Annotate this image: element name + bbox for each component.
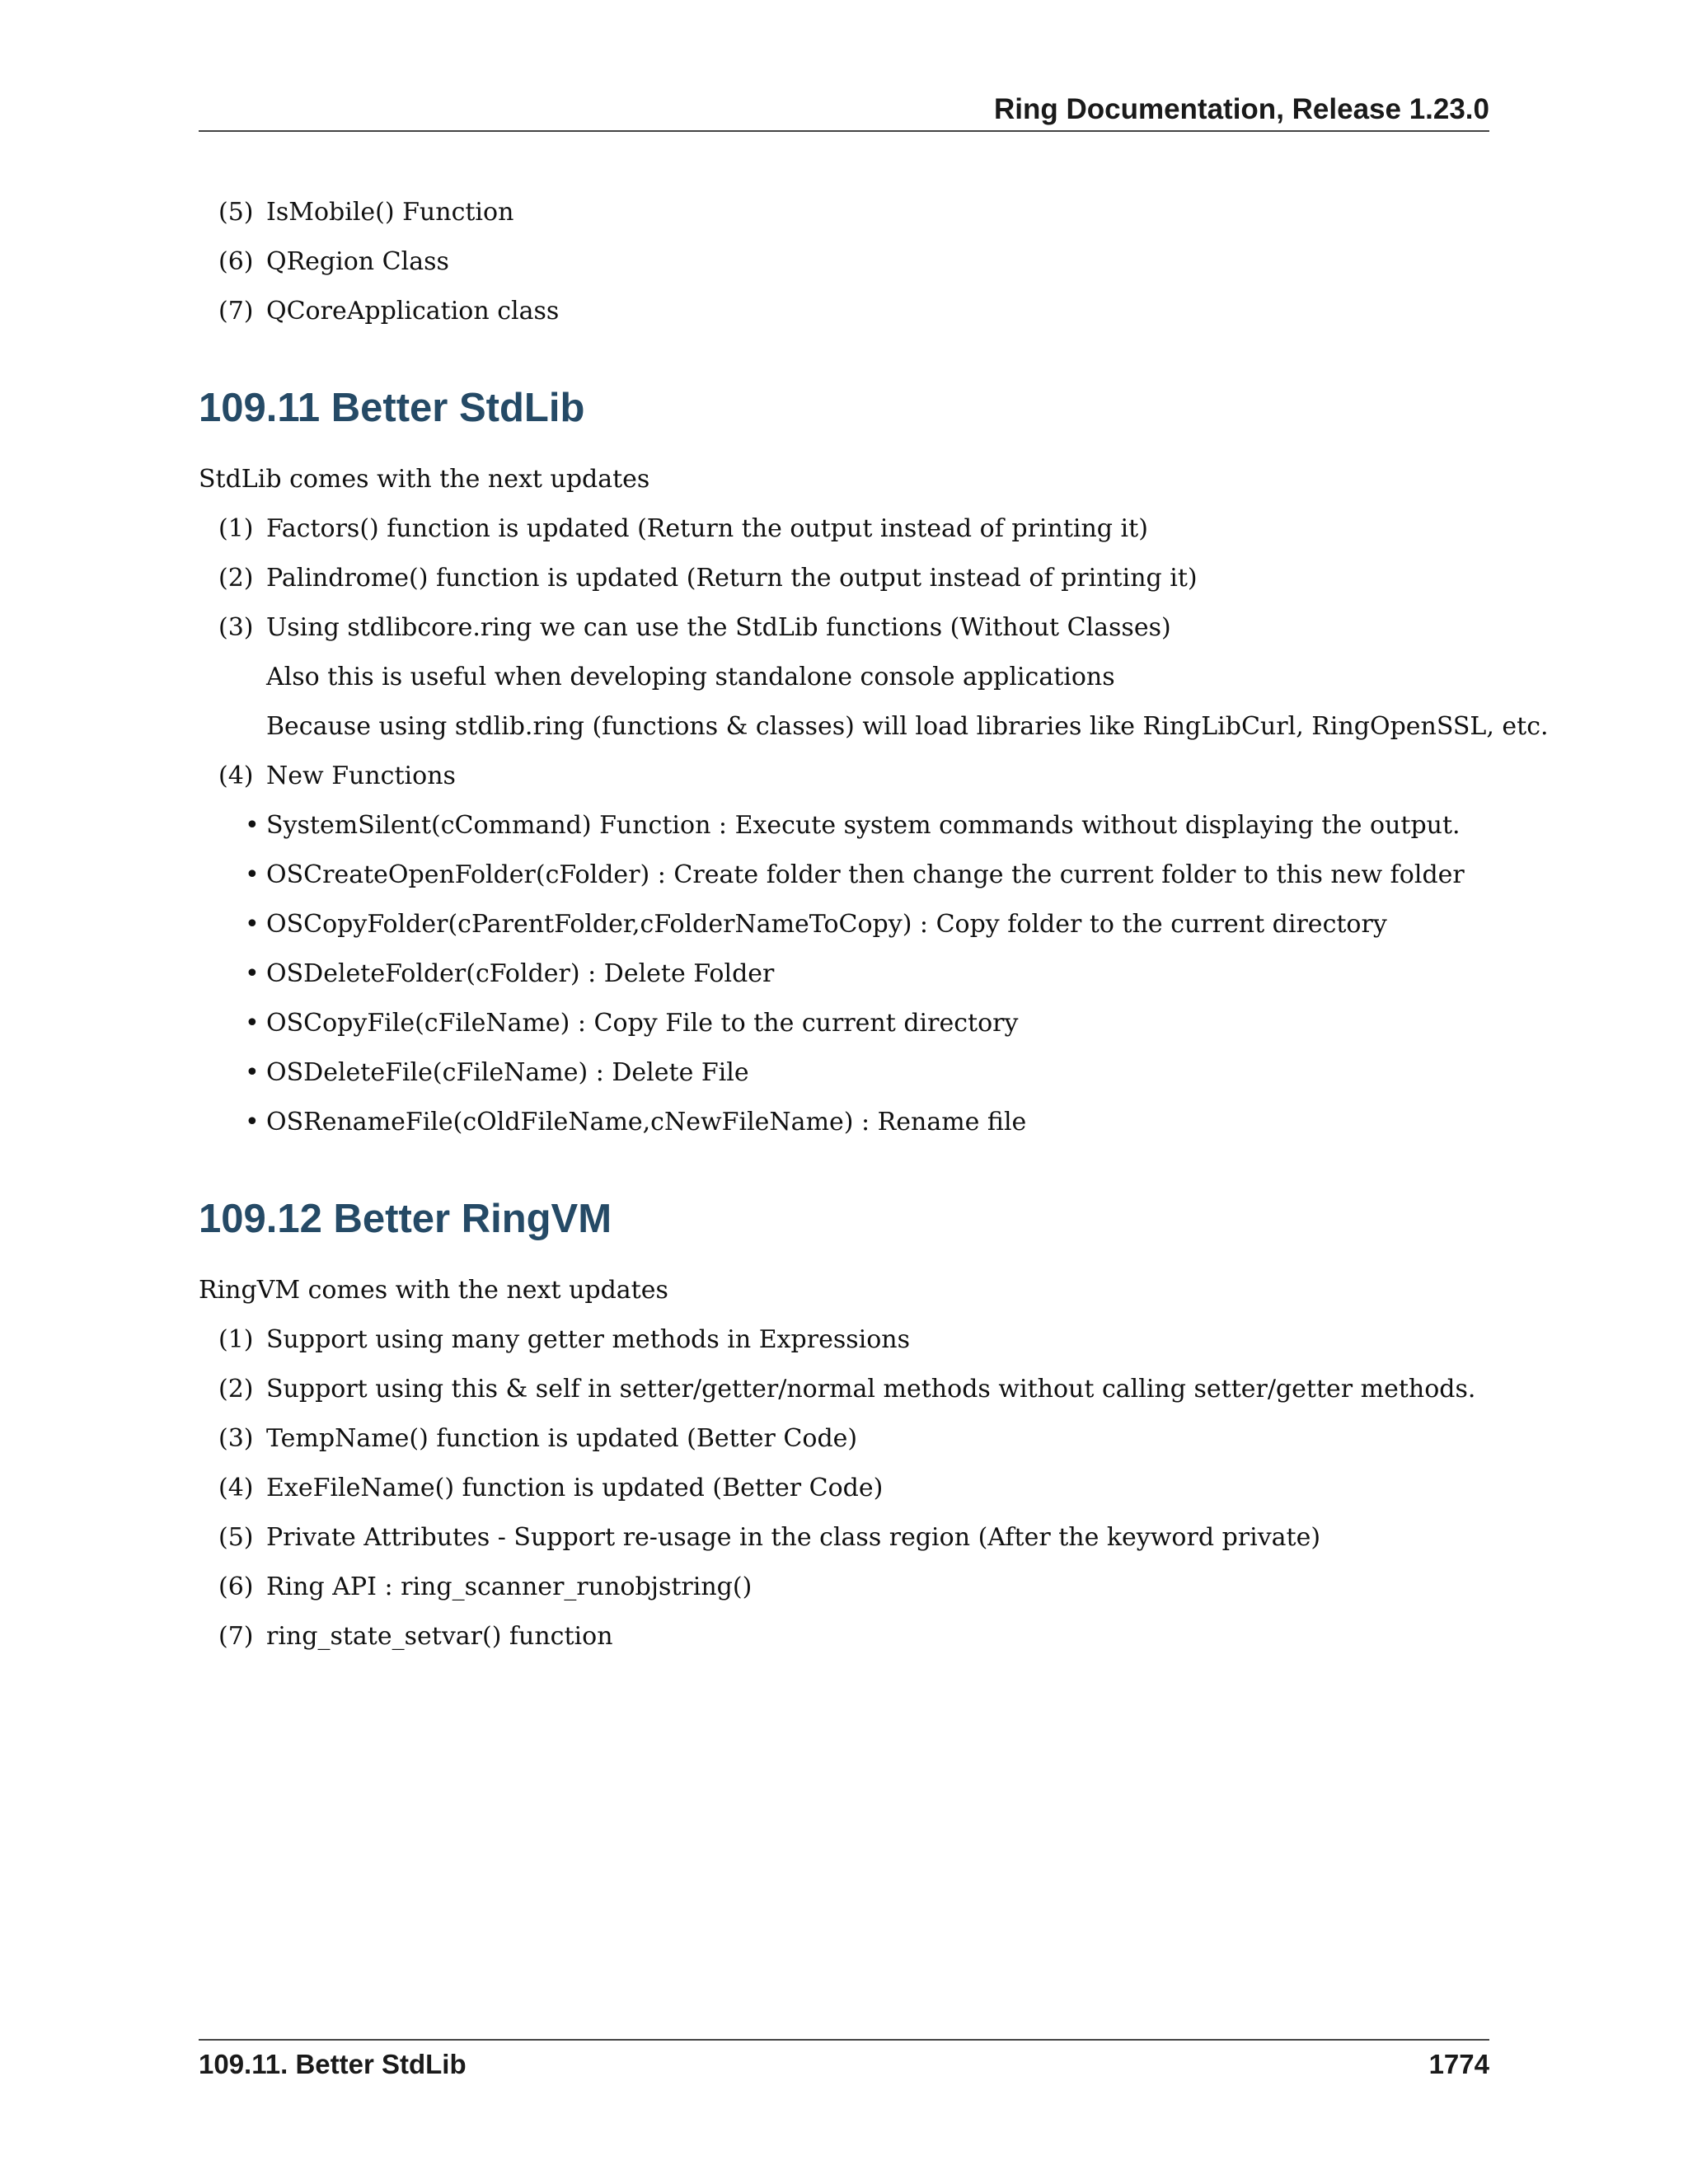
list-text: TempName() function is updated (Better Code) <box>266 1424 858 1453</box>
list-text: ExeFileName() function is updated (Better Code) <box>266 1474 884 1502</box>
list-item <box>199 603 1489 653</box>
bullet-item <box>199 851 1489 900</box>
bullet-text: OSCopyFolder(cParentFolder,cFolderNameToCopy) : Copy folder to the current directory <box>266 910 1387 939</box>
list-item <box>199 1513 1489 1563</box>
list-text: Support using this & self in setter/getter/normal methods without calling setter/getter methods. <box>266 1375 1476 1404</box>
bullet-icon: • <box>245 1058 260 1087</box>
list-number: (1) <box>218 514 254 543</box>
bullet-item <box>199 1048 1489 1098</box>
list-text: Ring API : ring_scanner_runobjstring() <box>266 1572 753 1601</box>
list-number: (3) <box>218 613 254 642</box>
footer-section-title: 109.11. Better StdLib <box>199 2049 467 2079</box>
bullet-icon: • <box>245 811 260 840</box>
list-text: QRegion Class <box>266 247 449 276</box>
intro-text: RingVM comes with the next updates <box>199 1276 668 1305</box>
bullet-icon: • <box>245 1108 260 1137</box>
list-item <box>199 188 1489 237</box>
list-item <box>199 504 1489 554</box>
page-content <box>199 188 1549 1661</box>
page-number: 1774 <box>1428 2049 1489 2079</box>
list-item <box>199 287 1489 336</box>
intro-text: StdLib comes with the next updates <box>199 465 650 494</box>
list-number: (6) <box>218 247 254 276</box>
bullet-text: OSRenameFile(cOldFileName,cNewFileName) : Rename file <box>266 1108 1027 1137</box>
bullet-icon: • <box>245 910 260 939</box>
list-text: Support using many getter methods in Expressions <box>266 1325 910 1354</box>
list-number: (1) <box>218 1325 254 1354</box>
bullet-item <box>199 801 1489 851</box>
list-note <box>199 653 1489 702</box>
bullet-item <box>199 1098 1489 1147</box>
list-item <box>199 237 1489 287</box>
list-text: QCoreApplication class <box>266 297 560 326</box>
bullet-item <box>199 949 1489 999</box>
list-number: (4) <box>218 1474 254 1502</box>
list-text: Factors() function is updated (Return the output instead of printing it) <box>266 514 1148 543</box>
bullet-icon: • <box>245 1009 260 1038</box>
list-number: (2) <box>218 1375 254 1404</box>
list-text: Palindrome() function is updated (Return the output instead of printing it) <box>266 564 1198 593</box>
list-item <box>199 1464 1489 1513</box>
list-item <box>199 554 1489 603</box>
list-item <box>199 1315 1489 1365</box>
bullet-text: OSDeleteFolder(cFolder) : Delete Folder <box>266 959 775 988</box>
list-item <box>199 1612 1489 1661</box>
list-text: ring_state_setvar() function <box>266 1622 613 1651</box>
list-text: IsMobile() Function <box>266 198 514 227</box>
header-title: Ring Documentation, Release 1.23.0 <box>993 93 1489 125</box>
list-number: (7) <box>218 1622 254 1651</box>
page-header <box>199 89 1489 132</box>
page-footer <box>199 2039 1489 2079</box>
list-number: (5) <box>218 1523 254 1552</box>
list-text: New Functions <box>266 762 456 790</box>
section-heading-ringvm: 109.12 Better RingVM <box>199 1197 612 1241</box>
list-number: (5) <box>218 198 254 227</box>
list-item <box>199 1365 1489 1414</box>
list-number: (6) <box>218 1572 254 1601</box>
list-text: Private Attributes - Support re-usage in the class region (After the keyword private) <box>266 1523 1321 1552</box>
list-number: (3) <box>218 1424 254 1453</box>
section-intro <box>199 455 1489 504</box>
bullet-item <box>199 900 1489 949</box>
note-text: Also this is useful when developing standalone console applications <box>266 663 1115 691</box>
bullet-icon: • <box>245 959 260 988</box>
list-text: Using stdlibcore.ring we can use the StdLib functions (Without Classes) <box>266 613 1171 642</box>
list-number: (7) <box>218 297 254 326</box>
list-number: (4) <box>218 762 254 790</box>
bullet-text: OSCreateOpenFolder(cFolder) : Create folder then change the current folder to this new folder <box>266 860 1465 889</box>
list-note <box>199 702 1549 752</box>
bullet-text: OSCopyFile(cFileName) : Copy File to the current directory <box>266 1009 1019 1038</box>
list-item <box>199 1563 1489 1612</box>
bullet-icon: • <box>245 860 260 889</box>
bullet-item <box>199 999 1489 1048</box>
list-number: (2) <box>218 564 254 593</box>
bullet-text: OSDeleteFile(cFileName) : Delete File <box>266 1058 749 1087</box>
list-item <box>199 1414 1489 1464</box>
section-heading-stdlib: 109.11 Better StdLib <box>199 386 585 430</box>
section-intro <box>199 1266 1489 1315</box>
note-text: Because using stdlib.ring (functions & classes) will load libraries like RingLibCurl, RingOpenSSL, etc. <box>266 712 1549 741</box>
bullet-text: SystemSilent(cCommand) Function : Execute system commands without displaying the output. <box>266 811 1461 840</box>
list-item <box>199 752 1489 801</box>
